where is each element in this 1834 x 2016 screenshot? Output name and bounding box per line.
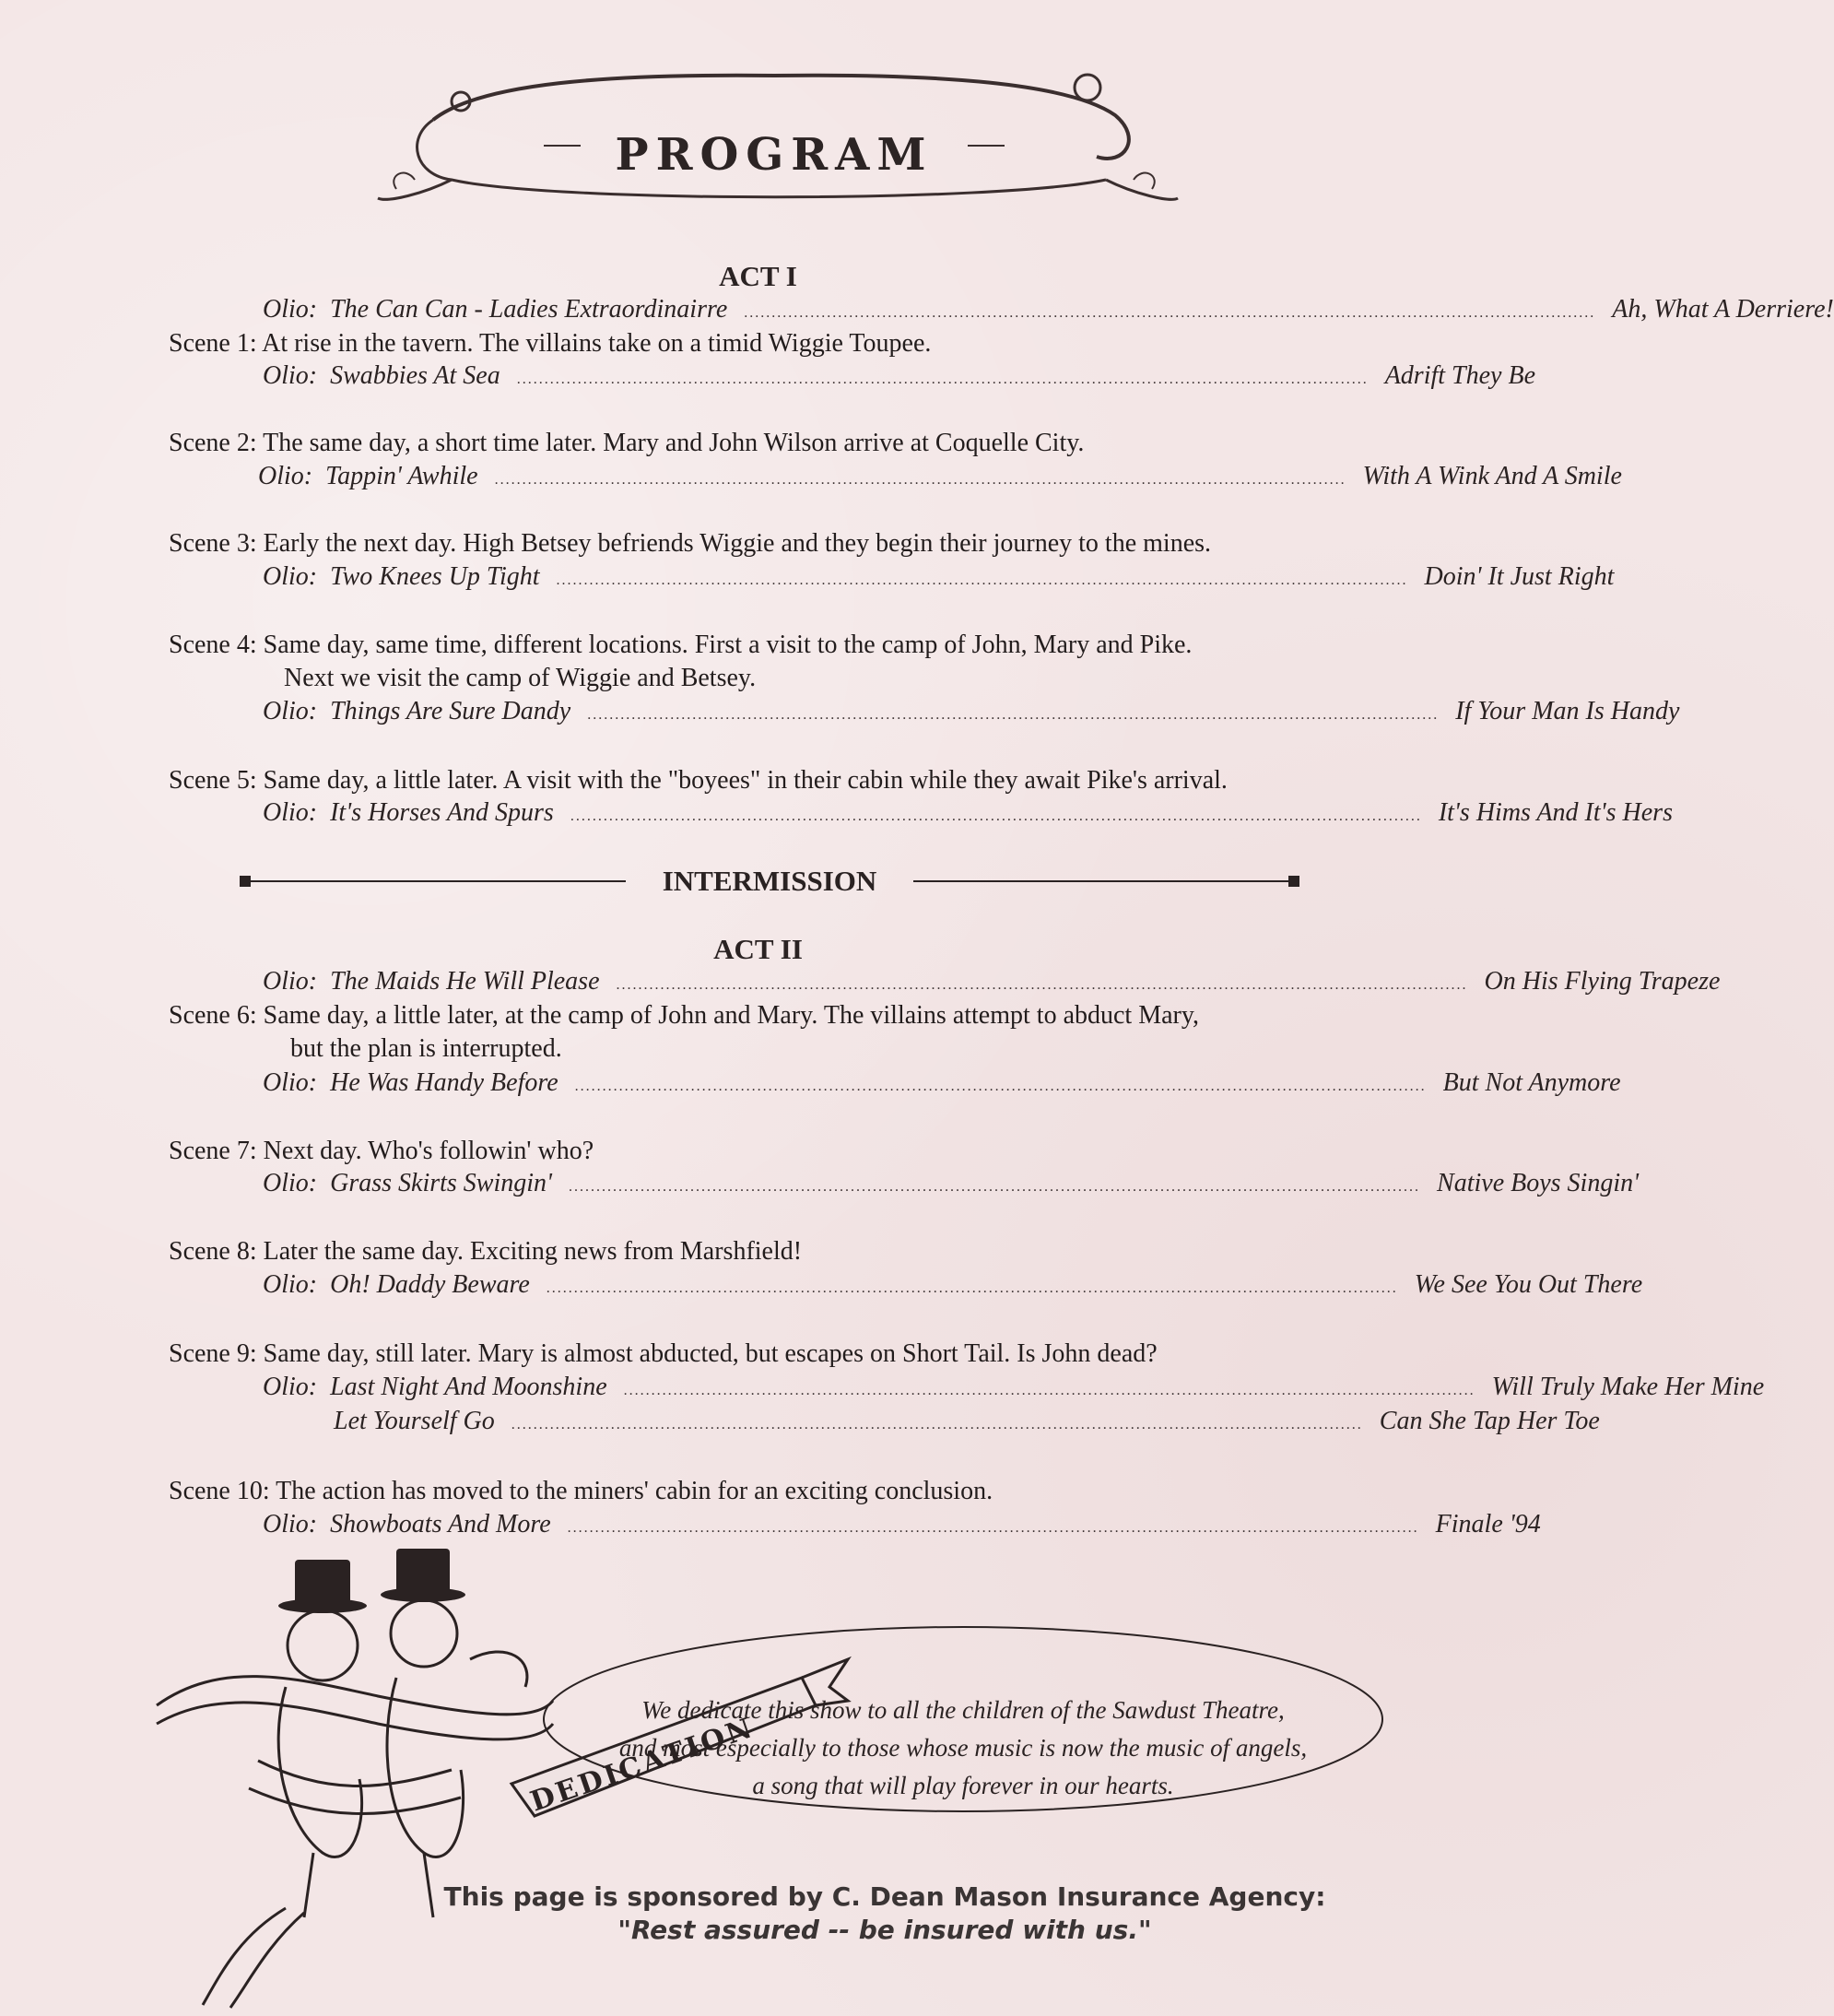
olio-result: Finale '94 <box>1435 1510 1541 1539</box>
olio-title: He Was Handy Before <box>330 1068 558 1097</box>
leader-dots: .......................................................................................................................................................... <box>616 977 1468 993</box>
olio-title: Tappin' Awhile <box>325 462 478 490</box>
scene-label: Scene 4: <box>169 631 257 659</box>
leader-dots: .......................................................................................................................................................... <box>570 808 1422 824</box>
scene-text: Same day, still later. Mary is almost abducted, but escapes on Short Tail. Is John dead? <box>263 1339 1158 1368</box>
olio-prefix: Olio: <box>263 1068 318 1097</box>
olio-prefix: Olio: <box>258 462 313 490</box>
olio-prefix: Olio: <box>263 1270 318 1299</box>
olio-result: We See You Out There <box>1414 1270 1643 1299</box>
olio-prefix: Olio: <box>263 798 318 827</box>
divider-line-left <box>251 880 626 882</box>
scene-10 <box>169 1475 993 1508</box>
leader-dots: .......................................................................................................................................................... <box>556 572 1408 588</box>
scene-label: Scene 10: <box>169 1477 270 1505</box>
olio-title: It's Horses And Spurs <box>330 798 554 827</box>
olio-result: It's Hims And It's Hers <box>1438 798 1673 827</box>
olio-title: The Can Can - Ladies Extraordinairre <box>330 295 728 324</box>
olio-prefix: Olio: <box>263 361 318 390</box>
page-title: PROGRAM <box>615 129 934 181</box>
olio-title: Grass Skirts Swingin' <box>330 1169 553 1197</box>
divider-cap-left <box>240 876 251 887</box>
leader-dots: .......................................................................................................................................................... <box>516 371 1369 387</box>
scene-7 <box>169 1135 594 1168</box>
olio-title: Last Night And Moonshine <box>330 1373 607 1401</box>
divider-line-right <box>913 880 1288 882</box>
leader-dots: .......................................................................................................................................................... <box>587 707 1440 723</box>
olio-scene-4 <box>263 695 1680 728</box>
olio-act2-opening <box>263 965 1721 998</box>
scene-3 <box>169 527 1211 560</box>
scene-5 <box>169 764 1228 797</box>
scene-label: Scene 7: <box>169 1137 257 1165</box>
scene-text: The action has moved to the miners' cabin for an exciting conclusion. <box>276 1477 993 1505</box>
dedication-line-1: We dedicate this show to all the children of the Sawdust Theatre, <box>641 1696 1285 1724</box>
olio-result: If Your Man Is Handy <box>1455 697 1680 725</box>
program-header <box>369 65 1180 221</box>
scene-6 <box>169 999 1199 1066</box>
scene-label: Scene 1: <box>169 329 257 358</box>
scene-text-continued: Next we visit the camp of Wiggie and Betsey. <box>284 664 757 692</box>
dedication-banner-text: DEDICATION <box>526 1711 759 1819</box>
olio-result: On His Flying Trapeze <box>1484 967 1721 996</box>
scene-label: Scene 9: <box>169 1339 257 1368</box>
leader-dots: .......................................................................................................................................................... <box>574 1079 1427 1094</box>
cherub-icon <box>278 1600 527 1917</box>
scene-text: Same day, a little later. A visit with the "boyees" in their cabin while they await Pike's arrival. <box>263 766 1228 795</box>
olio-scene-5 <box>263 796 1673 830</box>
intermission-label: INTERMISSION <box>662 865 877 897</box>
scene-text: Same day, a little later, at the camp of John and Mary. The villains attempt to abduct Mary, <box>263 1001 1200 1030</box>
scene-label: Scene 2: <box>169 429 257 457</box>
olio-prefix: Olio: <box>263 1373 318 1401</box>
act-1-title: ACT I <box>719 260 797 292</box>
scene-label: Scene 6: <box>169 1001 257 1030</box>
dedication-line-2: and most especially to those whose music is now the music of angels, <box>618 1734 1308 1762</box>
olio-prefix: Olio: <box>263 967 318 996</box>
dedication-line-3: a song that will play forever in our hearts. <box>752 1772 1174 1799</box>
leader-dots: .......................................................................................................................................................... <box>494 472 1346 488</box>
olio-title: Things Are Sure Dandy <box>330 697 571 725</box>
olio-scene-9-a <box>263 1371 1765 1404</box>
leader-dots: .......................................................................................................................................................... <box>744 305 1596 321</box>
scene-text: At rise in the tavern. The villains take on a timid Wiggie Toupee. <box>262 329 932 358</box>
olio-scene-3 <box>263 560 1615 594</box>
olio-scene-9-b <box>334 1405 1600 1438</box>
leader-dots: .......................................................................................................................................................... <box>546 1280 1398 1296</box>
scene-8 <box>169 1235 802 1268</box>
scene-9 <box>169 1338 1158 1371</box>
olio-result: But Not Anymore <box>1442 1068 1621 1097</box>
scene-2 <box>169 427 1084 460</box>
scene-label: Scene 5: <box>169 766 257 795</box>
scene-1 <box>169 327 931 360</box>
intermission-divider <box>240 865 1299 898</box>
olio-title: Let Yourself Go <box>334 1407 495 1435</box>
scene-label: Scene 3: <box>169 529 257 558</box>
olio-scene-10 <box>263 1508 1541 1541</box>
olio-prefix: Olio: <box>263 1169 318 1197</box>
olio-result: Will Truly Make Her Mine <box>1491 1373 1765 1401</box>
olio-title: Showboats And More <box>330 1510 551 1539</box>
leader-dots: .......................................................................................................................................................... <box>567 1520 1419 1536</box>
scene-text: The same day, a short time later. Mary and John Wilson arrive at Coquelle City. <box>263 429 1085 457</box>
olio-result: Doin' It Just Right <box>1424 562 1615 591</box>
dedication-message <box>571 1692 1355 1805</box>
olio-title: Two Knees Up Tight <box>330 562 540 591</box>
sponsor-line: This page is sponsored by C. Dean Mason Insurance Agency: <box>443 1881 1326 1912</box>
divider-cap-right <box>1288 876 1299 887</box>
olio-scene-7 <box>263 1167 1640 1200</box>
olio-prefix: Olio: <box>263 697 318 725</box>
olio-prefix: Olio: <box>263 295 318 324</box>
scene-text-continued: but the plan is interrupted. <box>290 1034 562 1063</box>
olio-result: With A Wink And A Smile <box>1362 462 1622 490</box>
sponsor-notice <box>332 1880 1438 1947</box>
olio-scene-8 <box>263 1268 1643 1302</box>
olio-result: Can She Tap Her Toe <box>1379 1407 1600 1435</box>
scene-text: Next day. Who's followin' who? <box>263 1137 594 1165</box>
olio-result: Adrift They Be <box>1384 361 1535 390</box>
leader-dots: .......................................................................................................................................................... <box>569 1179 1421 1195</box>
olio-prefix: Olio: <box>263 1510 318 1539</box>
sponsor-tagline: "Rest assured -- be insured with us." <box>617 1915 1152 1945</box>
leader-dots: .......................................................................................................................................................... <box>623 1383 1475 1398</box>
olio-result: Native Boys Singin' <box>1437 1169 1640 1197</box>
scene-text: Same day, same time, different locations. First a visit to the camp of John, Mary and Pike. <box>263 631 1193 659</box>
scene-label: Scene 8: <box>169 1237 257 1266</box>
scene-text: Later the same day. Exciting news from Marshfield! <box>263 1237 803 1266</box>
olio-result: Ah, What A Derriere! <box>1612 295 1834 324</box>
olio-title: Oh! Daddy Beware <box>330 1270 530 1299</box>
olio-act1-opening <box>263 293 1834 326</box>
olio-prefix: Olio: <box>263 562 318 591</box>
olio-title: Swabbies At Sea <box>330 361 500 390</box>
olio-scene-1 <box>263 360 1535 393</box>
olio-scene-2 <box>258 460 1622 493</box>
scene-4 <box>169 629 1192 695</box>
leader-dots: .......................................................................................................................................................... <box>511 1417 1363 1432</box>
olio-scene-6 <box>263 1067 1621 1100</box>
olio-title: The Maids He Will Please <box>330 967 600 996</box>
act-2-title: ACT II <box>713 933 803 965</box>
scene-text: Early the next day. High Betsey befriends Wiggie and they begin their journey to the mines. <box>263 529 1212 558</box>
